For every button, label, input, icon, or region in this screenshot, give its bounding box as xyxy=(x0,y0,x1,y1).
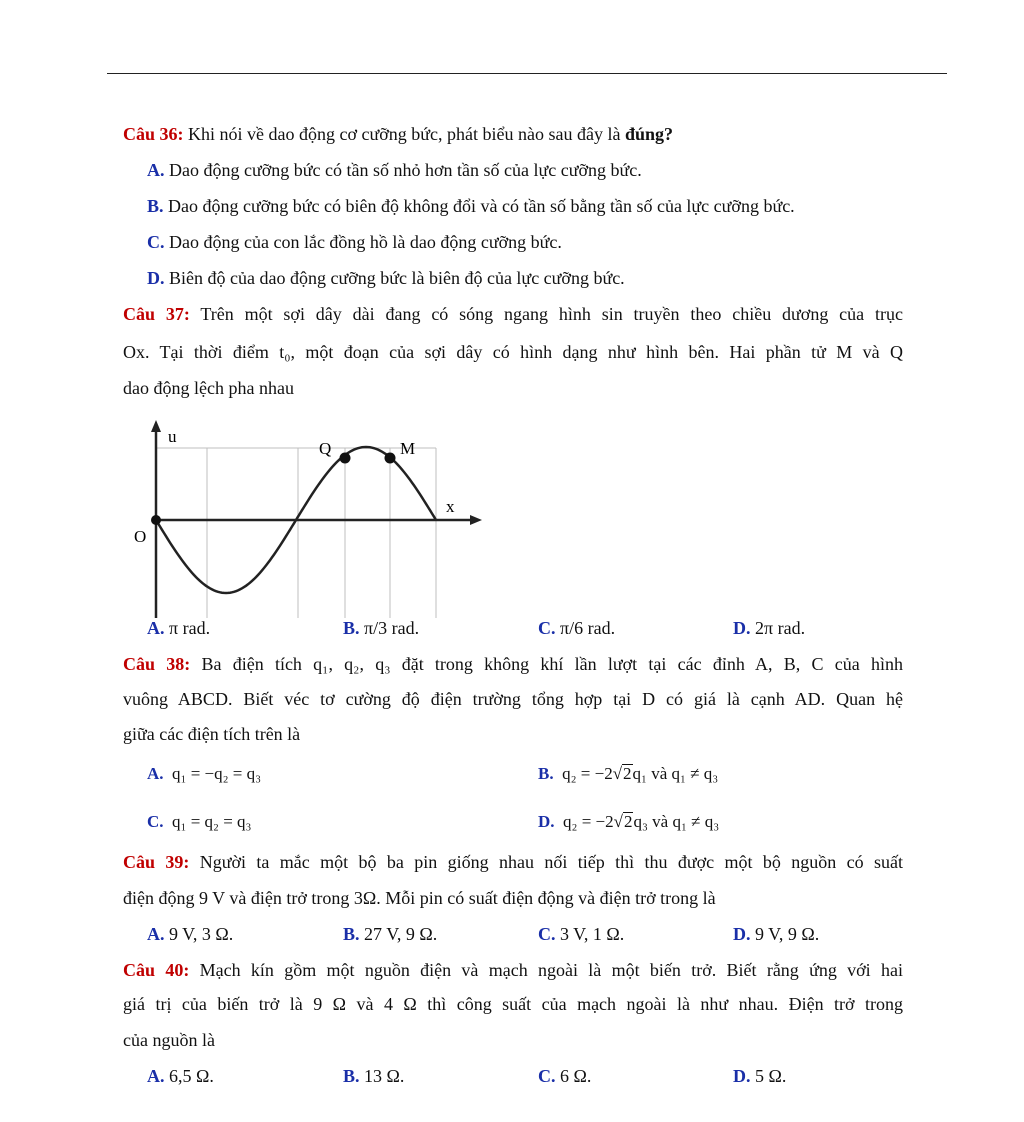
q38-label: Câu 38: xyxy=(123,654,191,674)
q40-label: Câu 40: xyxy=(123,960,190,980)
q39-option-a: A. 9 V, 3 Ω. xyxy=(147,924,234,944)
q36-text: Khi nói về dao động cơ cưỡng bức, phát biểu nào sau đây là xyxy=(183,124,625,144)
q40-option-c: C. 6 Ω. xyxy=(538,1066,592,1086)
q38-stem-line3: giữa các điện tích trên là xyxy=(123,724,301,744)
q36-label: Câu 36: xyxy=(123,124,184,144)
point-m xyxy=(385,453,396,464)
header-rule xyxy=(107,73,947,74)
q37-stem-line1: Câu 37: Trên một sợi dây dài đang có sóng ngang hình sin truyền theo chiều dương của trục xyxy=(123,304,903,324)
q37-stem-line2: Ox. Tại thời điểm t₀, một đoạn của sợi dây có hình dạng như hình bên. Hai phần tử M và Q xyxy=(123,342,903,362)
q36-option-d: D. Biên độ của dao động cưỡng bức là biên độ của lực cưỡng bức. xyxy=(147,268,625,288)
q38-option-c: C. q₁ = q₂ = q₃ xyxy=(147,812,252,831)
q37-wave-figure xyxy=(130,418,485,623)
q36-option-a: A. Dao động cưỡng bức có tần số nhỏ hơn tần số của lực cưỡng bức. xyxy=(147,160,642,180)
q37-option-d: D. 2π rad. xyxy=(733,618,806,638)
q37-stem-line3: dao động lệch pha nhau xyxy=(123,378,294,398)
q39-option-c: C. 3 V, 1 Ω. xyxy=(538,924,625,944)
u-axis-label: u xyxy=(168,427,177,446)
q38-stem-line2: vuông ABCD. Biết véc tơ cường độ điện trường tổng hợp tại D có giá là cạnh AD. Quan hệ xyxy=(123,689,903,709)
q36-option-b: B. Dao động cưỡng bức có biên độ không đổi và có tần số bằng tần số của lực cưỡng bức. xyxy=(147,196,795,216)
q36-stem xyxy=(123,124,673,145)
q38-option-d: D. q₂ = −2√2q₃ và q₁ ≠ q₃ xyxy=(538,812,720,831)
q40-option-a: A. 6,5 Ω. xyxy=(147,1066,214,1086)
u-axis-arrow-icon xyxy=(151,420,161,432)
q39-label: Câu 39: xyxy=(123,852,190,872)
q37-option-a: A. π rad. xyxy=(147,618,211,638)
q36-emphasis: đúng? xyxy=(624,124,674,144)
origin-label: O xyxy=(134,527,147,546)
q40-stem-line2: giá trị của biến trở là 9 Ω và 4 Ω thì công suất của mạch ngoài là như nhau. Điện trở trong xyxy=(123,994,903,1014)
grid-lines xyxy=(156,448,436,618)
q38-option-b: B. q₂ = −2√2q₁ và q₁ ≠ q₃ xyxy=(538,764,719,783)
q37-label: Câu 37: xyxy=(123,304,190,324)
q37-option-c: C. π/6 rad. xyxy=(538,618,616,638)
q39-stem-line2: điện động 9 V và điện trở trong 3Ω. Mỗi pin có suất điện động và điện trở trong là xyxy=(123,888,716,908)
q37-option-b: B. π/3 rad. xyxy=(343,618,420,638)
point-q xyxy=(340,453,351,464)
q40-option-b: B. 13 Ω. xyxy=(343,1066,405,1086)
x-axis-label: x xyxy=(446,497,455,516)
q39-stem-line1: Câu 39: Người ta mắc một bộ ba pin giống nhau nối tiếp thì thu được một bộ nguồn có suất xyxy=(123,852,903,872)
q39-option-b: B. 27 V, 9 Ω. xyxy=(343,924,438,944)
q40-stem-line1: Câu 40: Mạch kín gồm một nguồn điện và mạch ngoài là một biến trở. Biết rằng ứng với hai xyxy=(123,960,903,980)
point-q-label: Q xyxy=(319,439,332,458)
q38-option-a: A. q₁ = −q₂ = q₃ xyxy=(147,764,262,783)
point-m-label: M xyxy=(400,439,416,458)
q36-option-c: C. Dao động của con lắc đồng hồ là dao động cưỡng bức. xyxy=(147,232,562,252)
origin-point xyxy=(151,515,161,525)
x-axis-arrow-icon xyxy=(470,515,482,525)
q40-option-d: D. 5 Ω. xyxy=(733,1066,787,1086)
q38-stem-line1: Câu 38: Ba điện tích q₁, q₂, q₃ đặt trong không khí lần lượt tại các đỉnh A, B, C của hình xyxy=(123,654,903,674)
q39-option-d: D. 9 V, 9 Ω. xyxy=(733,924,820,944)
q40-stem-line3: của nguồn là xyxy=(123,1030,215,1050)
